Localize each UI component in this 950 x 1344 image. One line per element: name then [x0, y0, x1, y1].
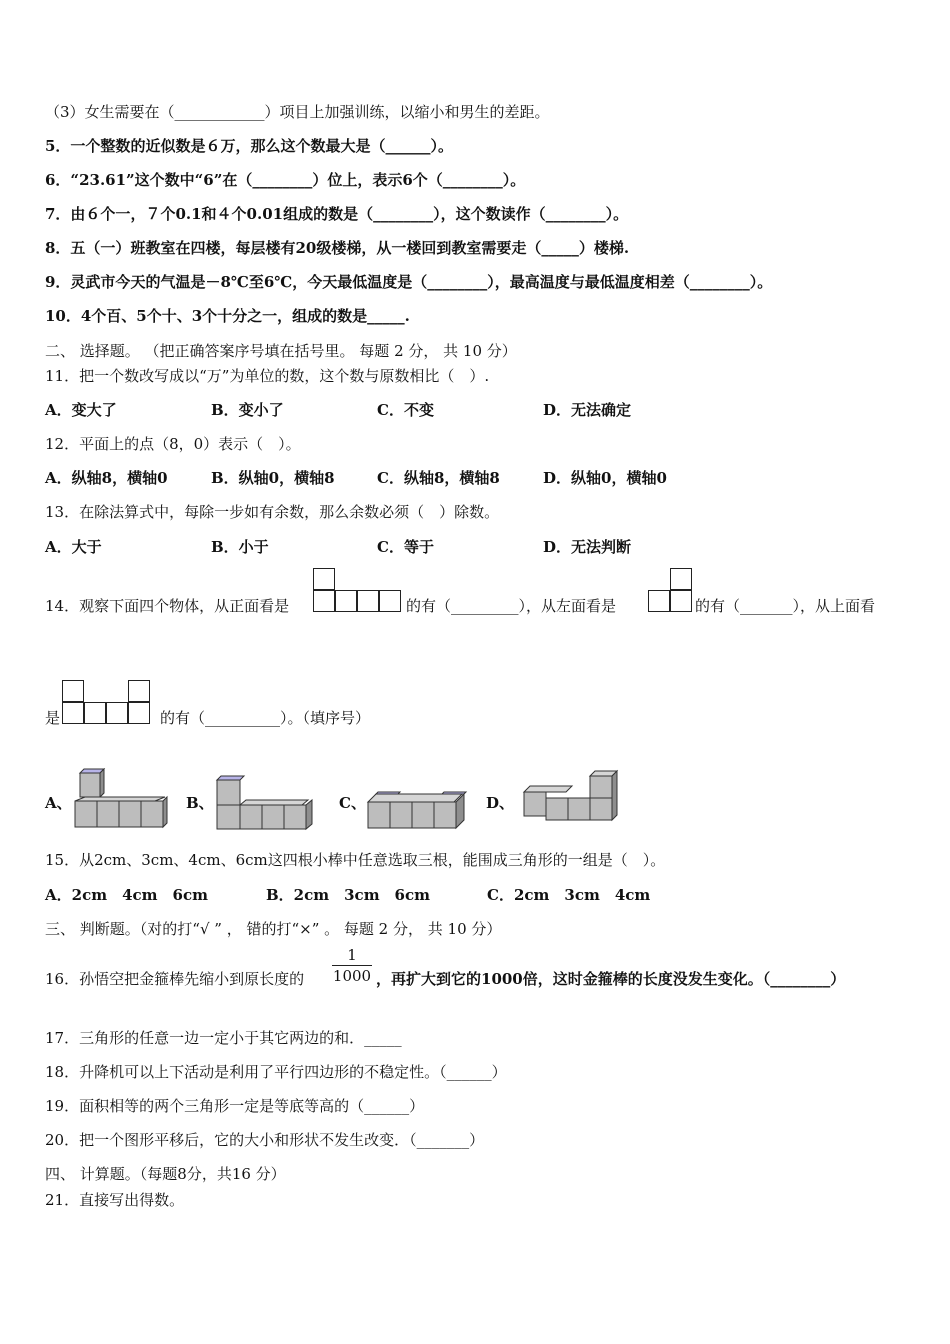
q13-option-a: A．大于	[45, 538, 102, 556]
question-10: 10．4个百、5个十、3个十分之一，组成的数是_____.	[45, 307, 410, 325]
figure-c-label: C、	[339, 794, 366, 812]
fraction-denominator: 1000	[332, 967, 372, 985]
question-12: 12．平面上的点（8，0）表示（ ）。	[45, 435, 301, 453]
question-9: 9．灵武市今天的气温是－8℃至6℃，今天最低温度是（________），最高温度与最低温度相差（________）。	[45, 273, 773, 291]
figure-d-label: D、	[486, 794, 515, 812]
question-21: 21．直接写出得数。	[45, 1191, 185, 1209]
fraction-1-1000	[330, 945, 374, 986]
q12-option-a: A．纵轴8，横轴0	[45, 469, 168, 487]
section-3-heading: 三、 判断题。（对的打“√ ” ， 错的打“×” 。 每题 2 分， 共 10 分）	[45, 920, 502, 938]
question-14-text-d: 是	[45, 709, 61, 727]
figure-b-cubes	[212, 774, 322, 832]
question-7: 7．由６个一，７个0.1和４个0.01组成的数是（________），这个数读作（________）。	[45, 205, 629, 223]
question-6: 6．“23.61”这个数中“6”在（________）位上，表示6个（________）。	[45, 171, 526, 189]
fraction-numerator: 1	[347, 946, 357, 964]
q13-option-b: B．小于	[211, 538, 269, 556]
question-5: 5．一个整数的近似数是６万，那么这个数最大是（______）。	[45, 137, 453, 155]
q13-option-d: D．无法判断	[543, 538, 632, 556]
question-14-text-b: 的有（_________），从左面看是	[406, 597, 617, 615]
section-4-heading: 四、 计算题。（每题8分，共16 分）	[45, 1165, 286, 1183]
question-14-text-a: 14．观察下面四个物体，从正面看是	[45, 597, 290, 615]
front-view-grid	[313, 568, 405, 614]
question-15: 15．从2cm、3cm、4cm、6cm这四根小棒中任意选取三根，能围成三角形的一组是（ ）。	[45, 851, 666, 869]
figure-c-cubes	[364, 788, 472, 832]
q12-option-c: C．纵轴8，横轴8	[377, 469, 500, 487]
q12-option-d: D．纵轴0，横轴0	[543, 469, 667, 487]
q11-option-c: C．不变	[377, 401, 434, 419]
question-16-text-a: 16．孙悟空把金箍棒先缩小到原长度的	[45, 970, 305, 988]
question-14-text-e: 的有（__________）。（填序号）	[160, 709, 371, 727]
question-18: 18．升降机可以上下活动是利用了平行四边形的不稳定性。（______）	[45, 1063, 507, 1081]
question-14-text-c: 的有（_______），从上面看	[695, 597, 876, 615]
question-20: 20．把一个图形平移后，它的大小和形状不发生改变．（_______）	[45, 1131, 485, 1149]
q4-part3: （3）女生需要在（____________）项目上加强训练，以缩小和男生的差距。	[45, 103, 550, 121]
q15-option-b: B．2cm 3cm 6cm	[266, 886, 431, 904]
q15-option-a: A．2cm 4cm 6cm	[45, 886, 208, 904]
q15-option-c: C．2cm 3cm 4cm	[487, 886, 651, 904]
figure-d-cubes	[520, 768, 628, 824]
figure-b-label: B、	[186, 794, 214, 812]
figure-a-label: A、	[45, 794, 72, 812]
q11-option-a: A．变大了	[45, 401, 117, 419]
question-13: 13．在除法算式中，每除一步如有余数，那么余数必须（ ）除数。	[45, 503, 500, 521]
top-view-grid	[62, 680, 154, 726]
q11-option-d: D．无法确定	[543, 401, 632, 419]
section-2-heading: 二、 选择题。 （把正确答案序号填在括号里。 每题 2 分， 共 10 分）	[45, 342, 517, 360]
q13-option-c: C．等于	[377, 538, 434, 556]
question-16-text-b: ，再扩大到它的1000倍，这时金箍棒的长度没发生变化。（________）	[376, 970, 846, 988]
question-19: 19．面积相等的两个三角形一定是等底等高的（______）	[45, 1097, 425, 1115]
question-8: 8．五（一）班教室在四楼，每层楼有20级楼梯，从一楼回到教室需要走（_____）楼梯.	[45, 239, 630, 257]
q11-option-b: B．变小了	[211, 401, 284, 419]
question-17: 17．三角形的任意一边一定小于其它两边的和．_____	[45, 1029, 402, 1047]
figure-a-cubes	[70, 768, 175, 830]
left-view-grid	[648, 568, 694, 614]
q12-option-b: B．纵轴0，横轴8	[211, 469, 335, 487]
question-11: 11．把一个数改写成以“万”为单位的数，这个数与原数相比（ ）.	[45, 367, 490, 385]
